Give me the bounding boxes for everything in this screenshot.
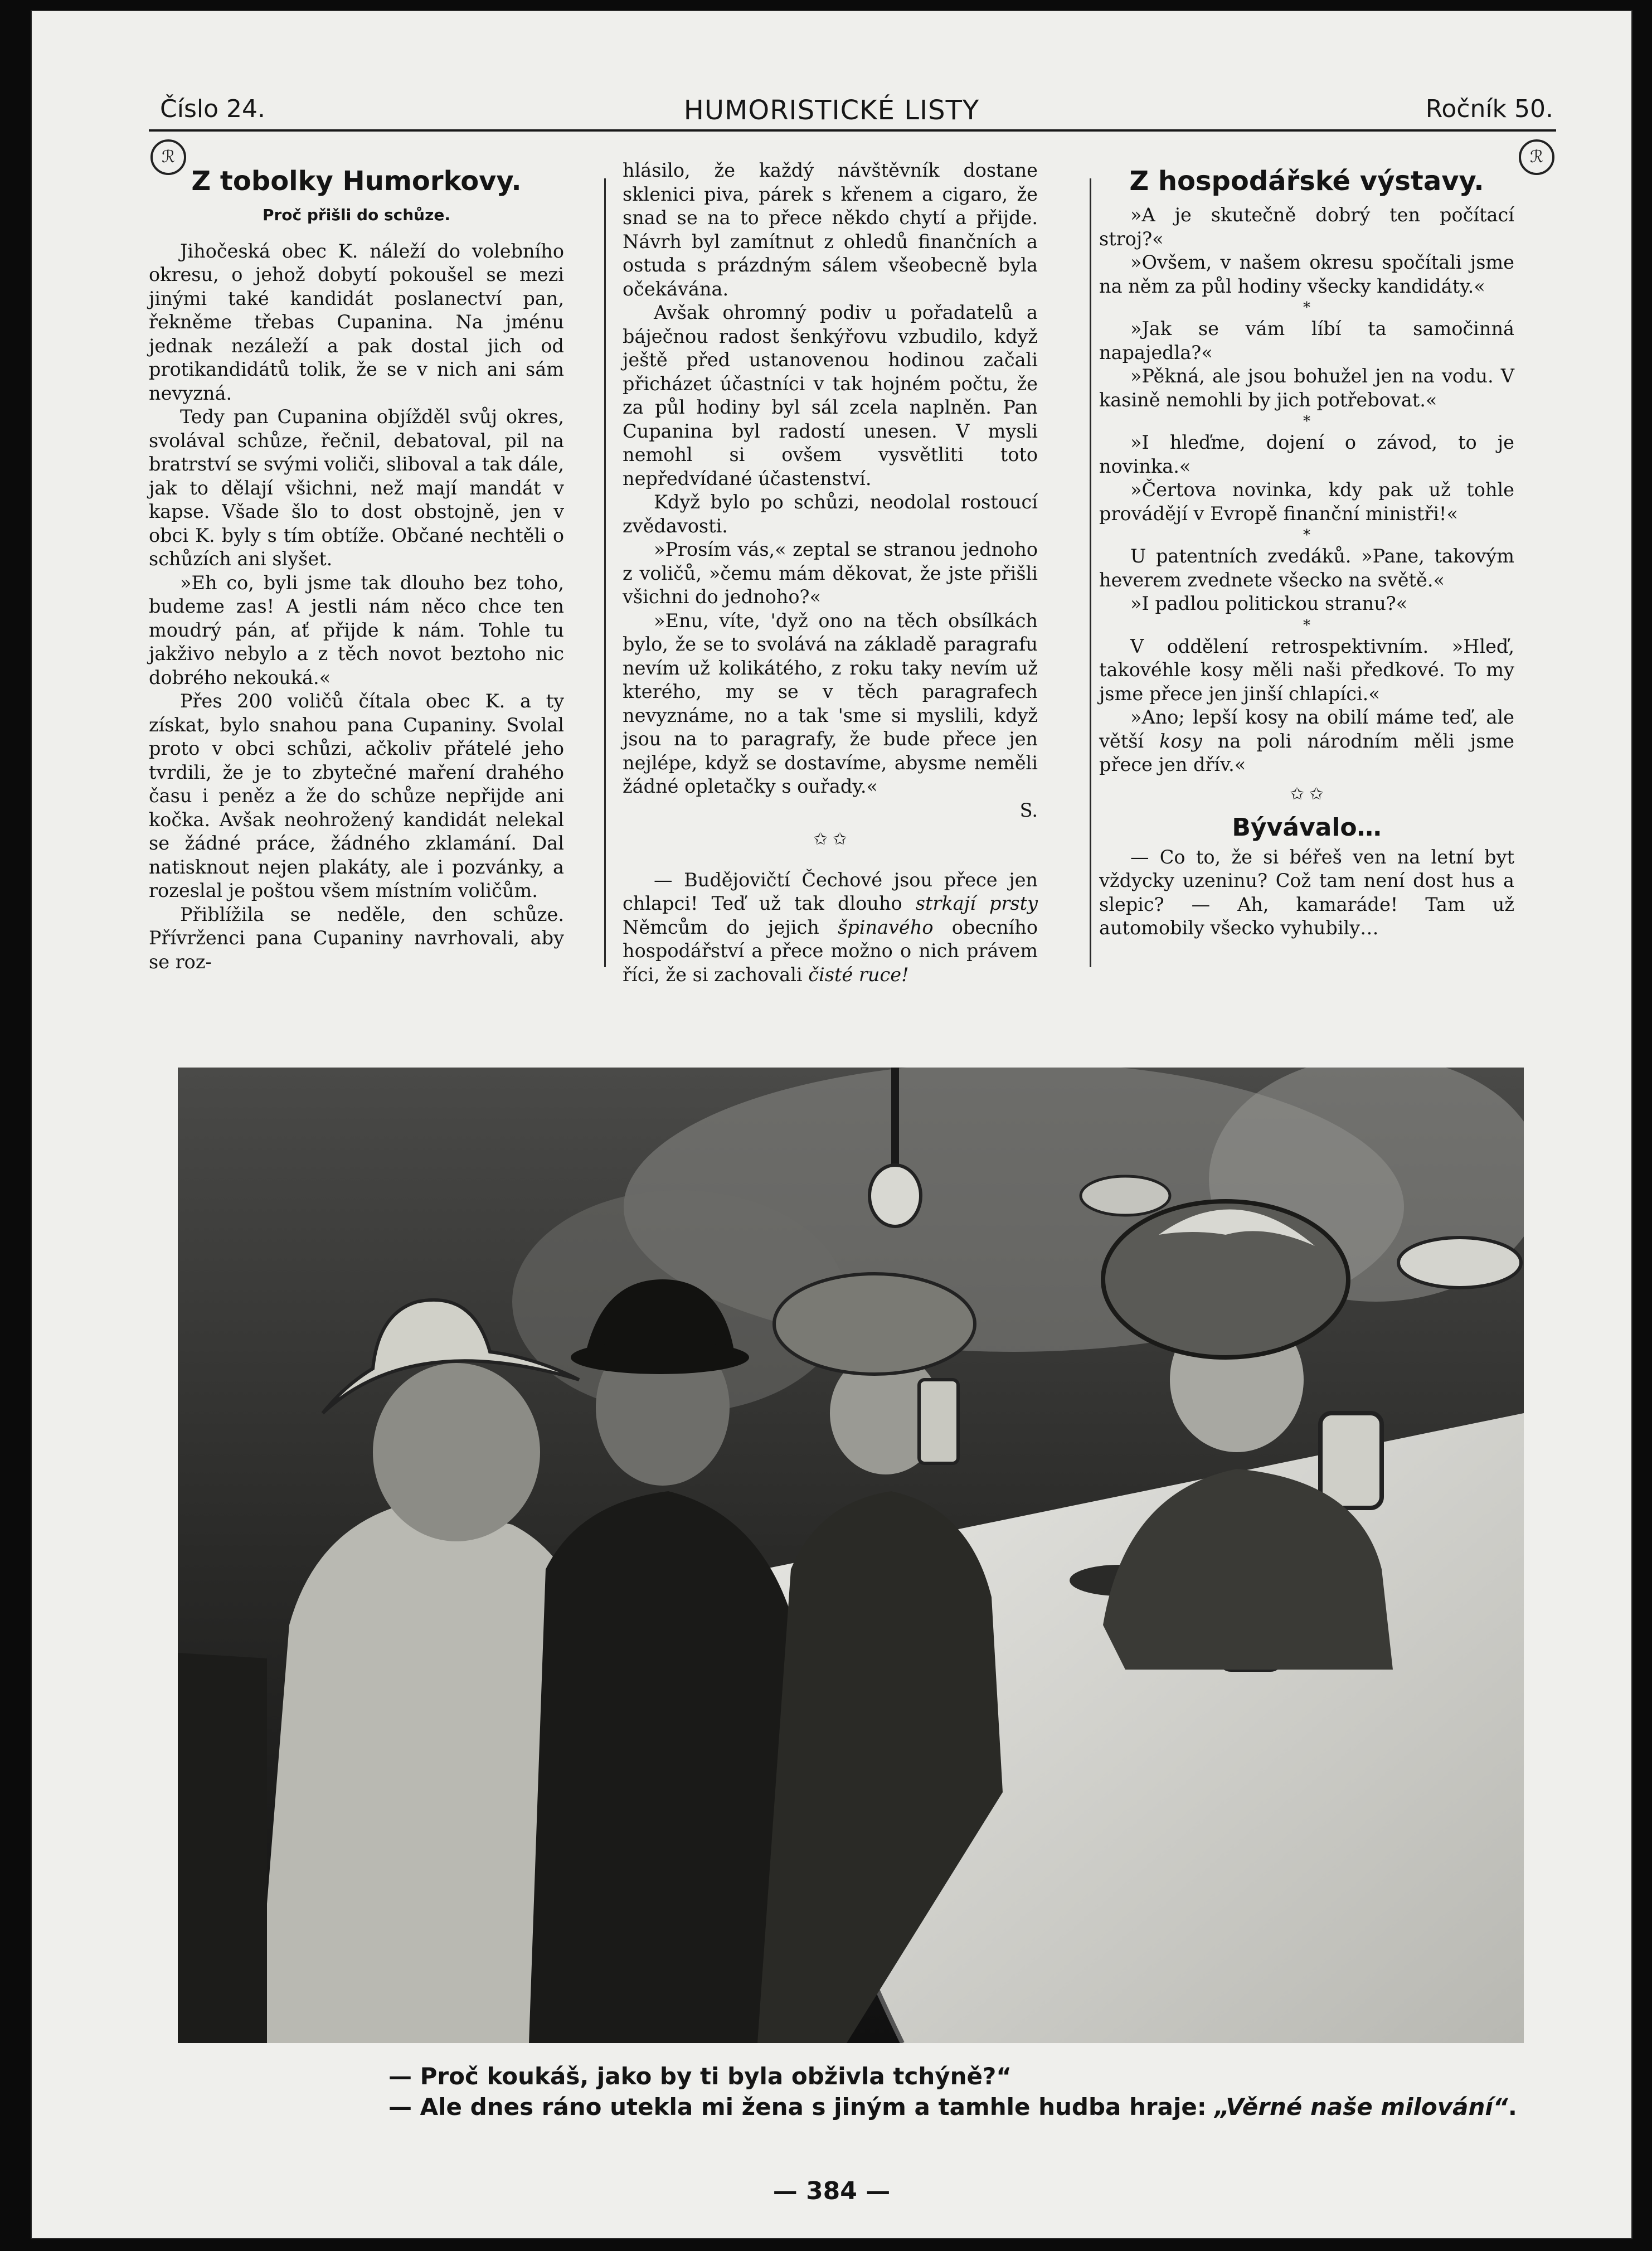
cafe-scene-illustration xyxy=(178,1068,1524,2043)
separator: * xyxy=(1303,527,1310,544)
section-stars: ✩ ✩ xyxy=(1290,784,1324,804)
paragraph: »Prosím vás,« zeptal se stranou jednoho z voličů, »čemu mám děkovat, že jste přišli všichni do jednoho?« xyxy=(623,539,1038,608)
short-item: — Budějovičtí Čechové jsou přece jen chlapci! Teď už tak dlouho strkají prsty Němcům do jejich špinavého obecního hospodářství a přece možno o nich právem říci, že si zachovali čisté ruce! xyxy=(623,869,1038,986)
column-2 xyxy=(623,159,1038,987)
article-subtitle: Proč přišli do schůze. xyxy=(262,206,451,224)
paragraph: Tedy pan Cupanina objížděl svůj okres, svolával schůze, řečnil, debatoval, pil na bratrství se svými voliči, sliboval a tak dále, jak to dělají všichni, než mají mandát v kapse. Všade šlo to dost obstojně, jen v obci K. byly s tím obtíže. Občané nechtěli o schůzích ani slyšet. xyxy=(149,406,564,570)
separator: * xyxy=(1303,413,1310,430)
header-rule xyxy=(149,129,1556,132)
paragraph: »Eh co, byli jsme tak dlouho bez toho, budeme zas! A jestli nám něco chce ten moudrý pán, ať přijde k nám. Tohle tu jakživo nebylo a z těch novot beztoho nic dobrého nekouká.« xyxy=(149,571,564,688)
dialogue-line: »Jak se vám líbí ta samočinná napajedla?« xyxy=(1099,318,1514,363)
dialogue-line: V oddělení retrospektivním. »Hleď, takovéhle kosy měli naši předkové. To my jsme přece jen jinší chlapíci.« xyxy=(1099,635,1514,705)
paragraph: Když bylo po schůzi, neodolal rostoucí zvědavosti. xyxy=(623,491,1038,537)
ornament-left-icon: ℛ xyxy=(150,139,186,175)
author-signature: S. xyxy=(1019,799,1038,821)
dialogue-line: »Ano; lepší kosy na obilí máme teď, ale větší kosy na poli národním měli jsme přece jen dřív.« xyxy=(1099,706,1514,775)
caption-line-1: — Proč koukáš, jako by ti byla obživla tchýně?“ xyxy=(388,2063,1012,2090)
masthead-title: HUMORISTICKÉ LISTY xyxy=(683,95,980,126)
column-1 xyxy=(149,164,564,974)
caption-line-2: — Ale dnes ráno utekla mi žena s jiným a tamhle hudba hraje: „Věrné naše milování“. xyxy=(388,2093,1517,2121)
dialogue-line: »Pěkná, ale jsou bohužel jen na vodu. V kasině nemohli by jich potřebovat.« xyxy=(1099,365,1514,411)
article-title: Z hospodářské výstavy. xyxy=(1129,166,1484,197)
dialogue-line: »A je skutečně dobrý ten počítací stroj?« xyxy=(1099,204,1514,250)
dialogue-line: »I padlou politickou stranu?« xyxy=(1130,593,1408,614)
article-title: Z tobolky Humorkovy. xyxy=(191,166,522,197)
dialogue-line: »I hleďme, dojení o závod, to je novinka.« xyxy=(1099,431,1514,477)
dialogue-line: U patentních zvedáků. »Pane, takovým heverem zvednete všecko na světě.« xyxy=(1099,545,1514,591)
paragraph: Přes 200 voličů čítala obec K. a ty získat, bylo snahou pana Cupaniny. Svolal proto v obci schůzi, ačkoliv přátelé jeho tvrdili, že je to zbytečné maření drahého času i peněz a že do schůze nepřijde ani kočka. Avšak neohrožený kandidát nelekal se žádné práce, žádného zklamání. Dal natisknout nejen plakáty, ale i pozvánky, a rozeslal je poštou všem místním voličům. xyxy=(149,690,564,901)
column-3 xyxy=(1099,164,1514,940)
dialogue-line: »Ovšem, v našem okresu spočítali jsme na něm za půl hodiny všecky kandidáty.« xyxy=(1099,251,1514,297)
separator: * xyxy=(1303,299,1310,316)
paragraph: Avšak ohromný podiv u pořadatelů a báječnou radost šenkýřovu vzbudilo, když ještě před ustanovenou hodinou začali přicházet účastníci v tak hojném počtu, že za půl hodiny byl sál zcela naplněn. Pan Cupanina byl radostí unesen. V mysli nemohl si ovšem vysvětliti toto nepředvídané účastenství. xyxy=(623,302,1038,489)
article-title: Bývávalo… xyxy=(1232,813,1382,842)
paragraph: Přiblížila se neděle, den schůze. Přívrženci pana Cupaniny navrhovali, aby se roz- xyxy=(149,903,564,973)
column-divider xyxy=(604,178,606,967)
ornament-right-icon: ℛ xyxy=(1519,139,1554,175)
paragraph: Jihočeská obec K. náleží do volebního okresu, o jehož dobytí pokoušel se mezi jinými také kandidát poslanectví pan, řekněme třebas Cupanina. Na jménu jednak nezáleží a pak dostal jich od protikandidátů tolik, že se v nich ani sám nevyzná. xyxy=(149,240,564,404)
paragraph: hlásilo, že každý návštěvník dostane sklenici piva, párek s křenem a cigaro, že snad se na to přece někdo chytí a přijde. Návrh byl zamítnut z ohledů finančních a ostuda s prázdným sálem všeobecně byla očekávána. xyxy=(623,159,1038,300)
dialogue-line: »Čertova novinka, kdy pak už tohle provádějí v Evropě finanční ministři!« xyxy=(1099,479,1514,525)
paragraph: »Enu, víte, 'dyž ono na těch obsílkách bylo, že se to svolává na základě paragrafu nevím už kolikátého, z roku taky nevím už kterého, my se v těch paragrafech nevyznáme, no a tak 'sme si myslili, když jsou na to paragrafy, že bude přece jen nejlépe, když se dostavíme, abysme neměli žádné opletačky s ouřady.« xyxy=(623,609,1038,797)
newspaper-page xyxy=(31,10,1632,2239)
paragraph: — Co to, že si béřeš ven na letní byt vždycky uzeninu? Což tam není dost hus a slepic? — Ah, kamaráde! Tam už automobily všecko vyhubily… xyxy=(1099,846,1514,939)
page-number: — 384 — xyxy=(772,2177,891,2205)
column-divider xyxy=(1090,178,1091,967)
illustration-drawing xyxy=(178,1068,1524,2043)
issue-number: Číslo 24. xyxy=(160,95,265,123)
separator: * xyxy=(1303,617,1310,634)
section-stars: ✩ ✩ xyxy=(813,829,847,849)
volume-number: Ročník 50. xyxy=(1425,95,1553,123)
